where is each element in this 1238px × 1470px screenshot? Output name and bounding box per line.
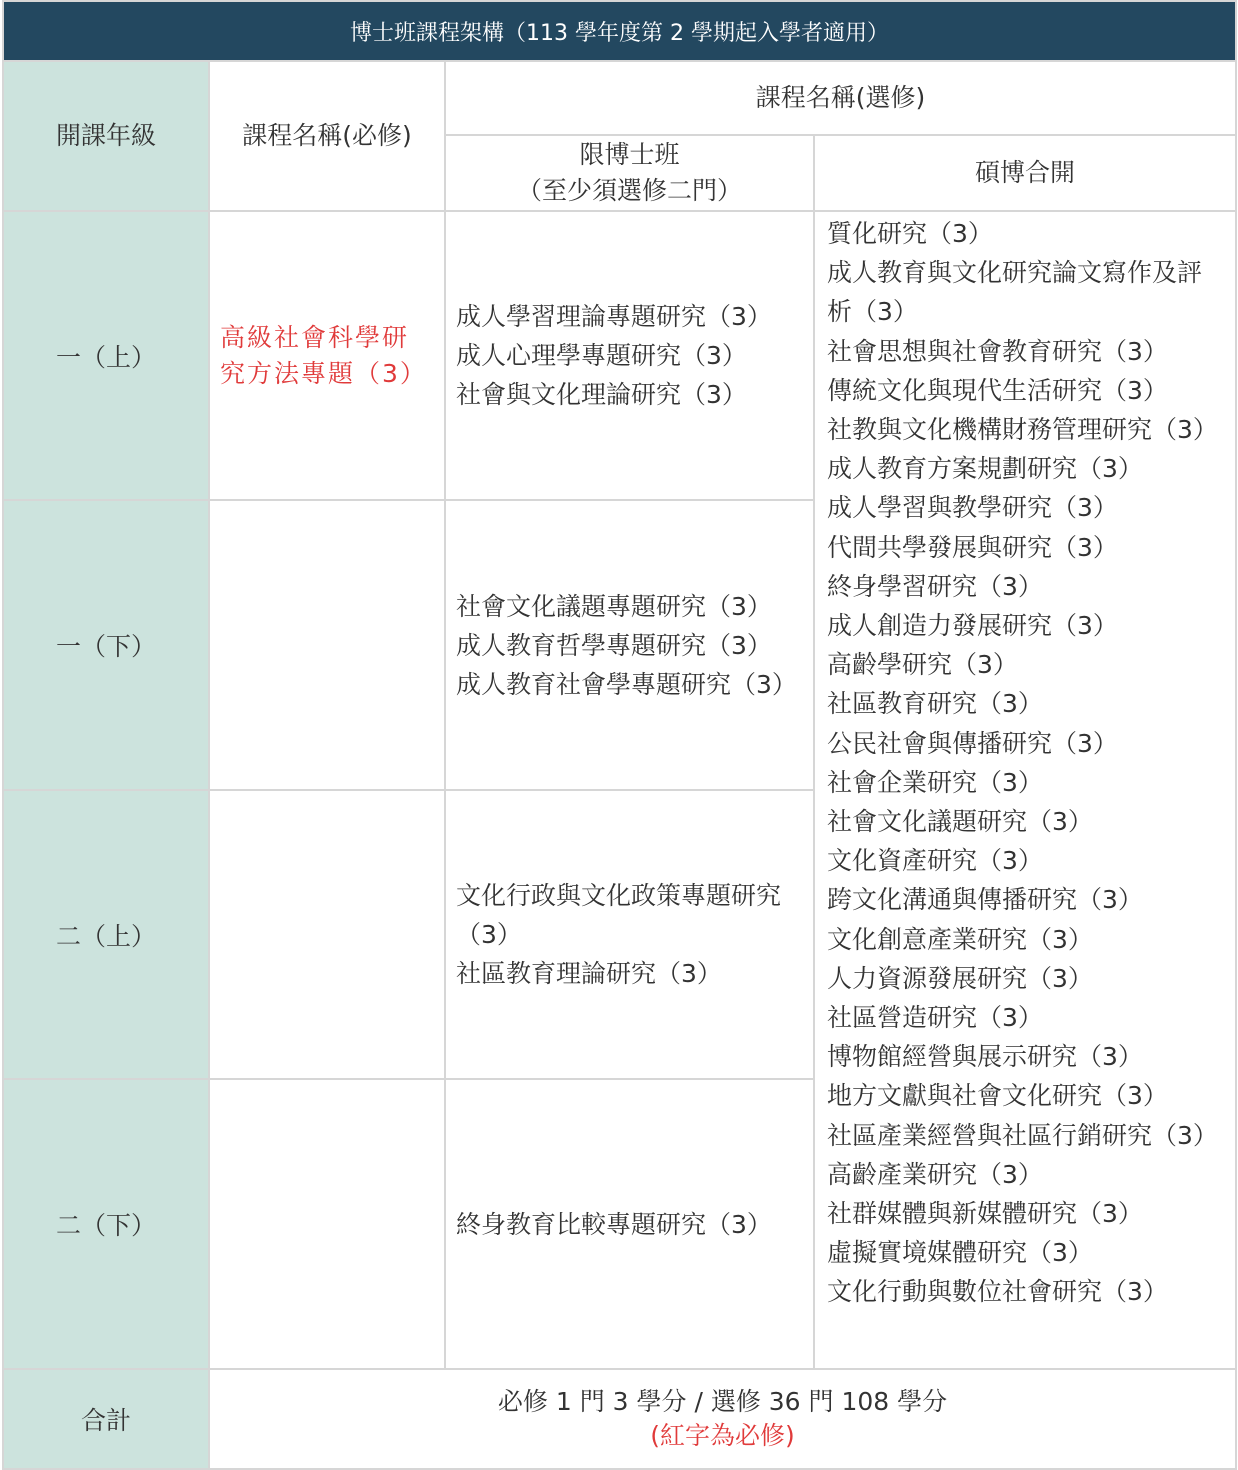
joint-course-item: 終身學習研究（3） bbox=[827, 571, 1043, 601]
required-header: 課程名稱(必修) bbox=[209, 61, 445, 211]
course-item: 社區教育理論研究（3） bbox=[456, 959, 722, 988]
phd-only-header-line2: （至少須選修二門） bbox=[516, 176, 742, 205]
phd-only-courses bbox=[445, 211, 814, 500]
joint-course-item: 高齡產業研究（3） bbox=[827, 1159, 1043, 1189]
total-label: 合計 bbox=[3, 1369, 209, 1469]
joint-course-item: 文化資產研究（3） bbox=[827, 846, 1043, 876]
course-row-1 bbox=[3, 211, 1236, 500]
joint-course-item: 博物館經營與展示研究（3） bbox=[827, 1042, 1143, 1072]
joint-courses bbox=[814, 211, 1236, 1369]
phd-only-courses bbox=[445, 1079, 814, 1369]
grade-cell: 一（下） bbox=[3, 500, 209, 790]
course-item: 社會與文化理論研究（3） bbox=[456, 380, 747, 409]
required-course bbox=[209, 500, 445, 790]
course-item: 文化行政與文化政策專題研究（3） bbox=[456, 881, 782, 949]
table-title: 博士班課程架構（113 學年度第 2 學期起入學者適用） bbox=[3, 1, 1236, 61]
elective-header: 課程名稱(選修) bbox=[445, 61, 1236, 135]
joint-course-item: 社會文化議題研究（3） bbox=[827, 807, 1093, 837]
joint-course-item: 社群媒體與新媒體研究（3） bbox=[827, 1199, 1143, 1229]
total-row bbox=[3, 1369, 1236, 1469]
joint-course-item: 代間共學發展與研究（3） bbox=[827, 532, 1118, 562]
joint-course-item: 傳統文化與現代生活研究（3） bbox=[827, 375, 1168, 405]
joint-course-item: 社教與文化機構財務管理研究（3） bbox=[827, 415, 1218, 445]
header-row-1 bbox=[3, 61, 1236, 135]
joint-course-item: 文化行動與數位社會研究（3） bbox=[827, 1277, 1168, 1307]
joint-course-item: 高齡學研究（3） bbox=[827, 650, 1018, 680]
course-item: 成人教育社會學專題研究（3） bbox=[456, 669, 797, 699]
phd-only-courses bbox=[445, 500, 814, 790]
joint-course-item: 社會企業研究（3） bbox=[827, 767, 1043, 797]
course-item: 成人學習理論專題研究（3） bbox=[456, 302, 772, 331]
title-row bbox=[3, 1, 1236, 61]
required-course bbox=[209, 790, 445, 1079]
total-summary: 必修 1 門 3 學分 / 選修 36 門 108 學分 bbox=[497, 1387, 948, 1416]
phd-only-header bbox=[445, 135, 814, 211]
course-item: 終身教育比較專題研究（3） bbox=[456, 1209, 772, 1239]
joint-course-item: 跨文化溝通與傳播研究（3） bbox=[827, 885, 1143, 915]
course-item: 成人教育哲學專題研究（3） bbox=[456, 630, 772, 660]
phd-only-header-line1: 限博士班 bbox=[579, 140, 680, 169]
grade-cell: 一（上） bbox=[3, 211, 209, 500]
course-item: 成人心理學專題研究（3） bbox=[456, 341, 747, 370]
joint-course-item: 社會思想與社會教育研究（3） bbox=[827, 336, 1168, 366]
course-item: 社會文化議題專題研究（3） bbox=[456, 591, 772, 621]
joint-course-item: 成人創造力發展研究（3） bbox=[827, 611, 1118, 641]
phd-only-courses bbox=[445, 790, 814, 1079]
joint-header: 碩博合開 bbox=[814, 135, 1236, 211]
joint-course-item: 公民社會與傳播研究（3） bbox=[827, 728, 1118, 758]
joint-course-item: 虛擬實境媒體研究（3） bbox=[827, 1238, 1093, 1268]
joint-course-item: 質化研究（3） bbox=[827, 219, 993, 248]
joint-course-item: 成人教育與文化研究論文寫作及評析（3） bbox=[827, 258, 1203, 327]
required-note: (紅字為必修) bbox=[650, 1421, 795, 1450]
total-summary-cell bbox=[209, 1369, 1236, 1469]
grade-cell: 二（上） bbox=[3, 790, 209, 1079]
joint-course-item: 社區營造研究（3） bbox=[827, 1003, 1043, 1033]
grade-cell: 二（下） bbox=[3, 1079, 209, 1369]
joint-course-item: 成人教育方案規劃研究（3） bbox=[827, 454, 1143, 484]
joint-course-item: 人力資源發展研究（3） bbox=[827, 963, 1093, 993]
joint-course-item: 文化創意產業研究（3） bbox=[827, 924, 1093, 954]
required-course: 高級社會科學研究方法專題（3） bbox=[209, 211, 445, 500]
grade-header: 開課年級 bbox=[3, 61, 209, 211]
joint-course-item: 社區教育研究（3） bbox=[827, 689, 1043, 719]
required-course bbox=[209, 1079, 445, 1369]
joint-course-item: 成人學習與教學研究（3） bbox=[827, 493, 1118, 523]
curriculum-table bbox=[2, 0, 1237, 1470]
joint-course-item: 社區產業經營與社區行銷研究（3） bbox=[827, 1120, 1218, 1150]
joint-course-item: 地方文獻與社會文化研究（3） bbox=[827, 1081, 1168, 1111]
